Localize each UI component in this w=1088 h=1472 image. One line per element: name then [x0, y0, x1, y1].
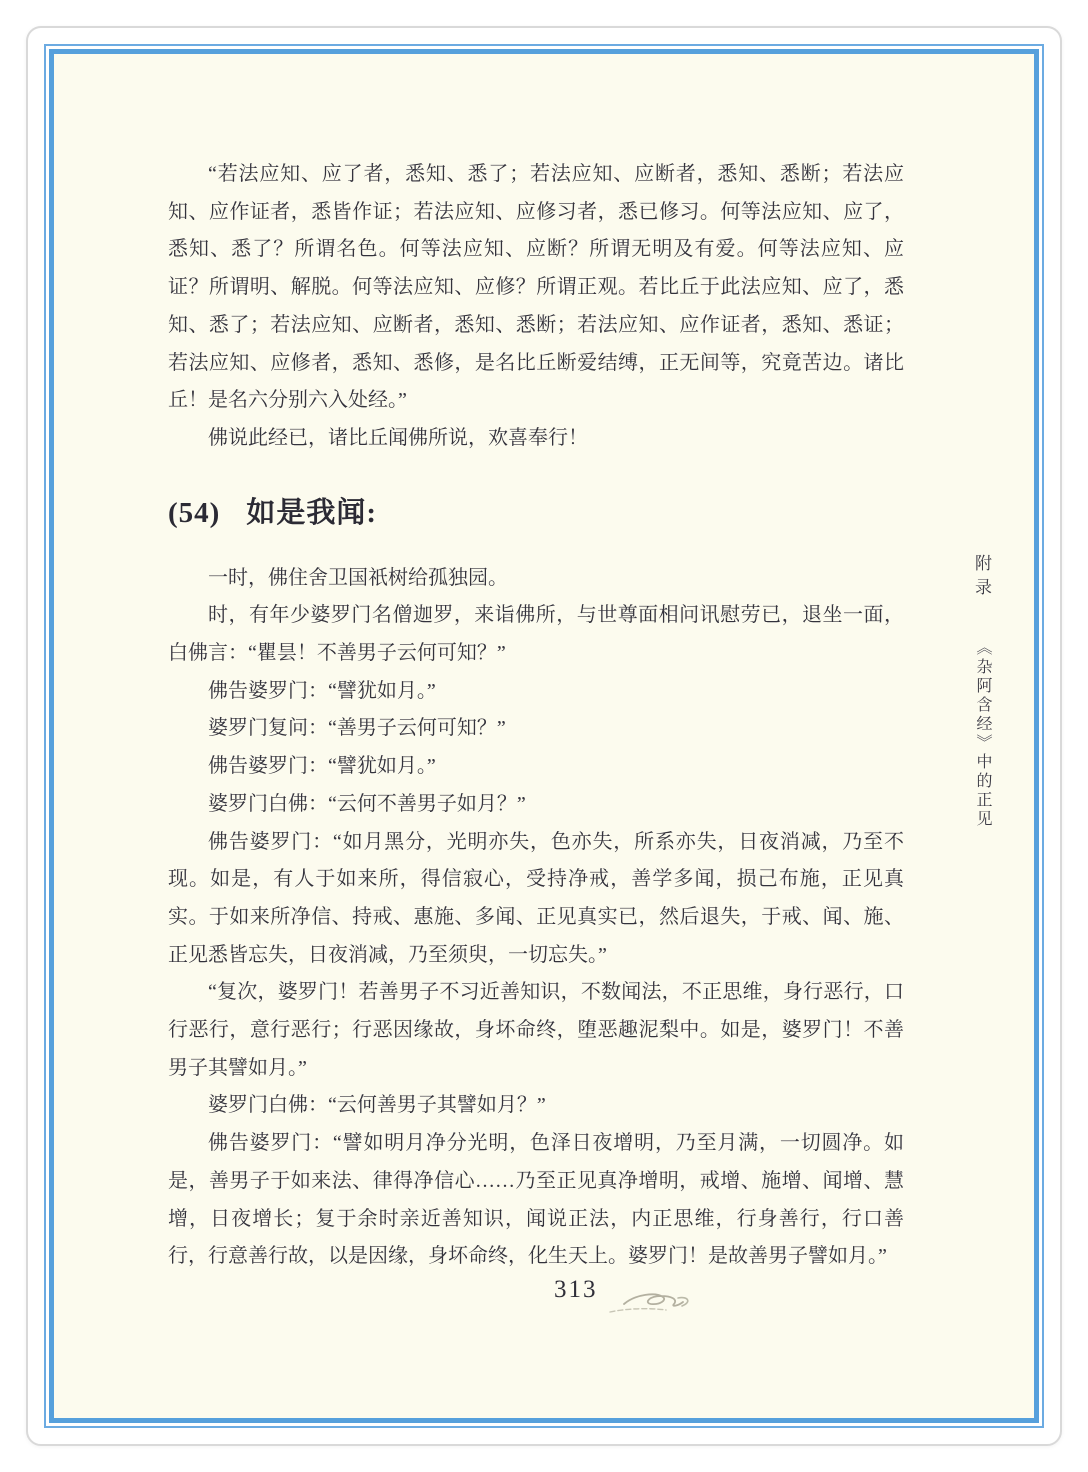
paragraph: 佛告婆罗门：“譬犹如月。”	[208, 679, 436, 702]
paragraph: 佛告婆罗门：“譬如明月净分光明，色泽日夜增明，乃至月满，一切圆净。如是，善男子于如来法、律得净信心……乃至正见真净增明，戒增、施增、闻增、慧增，日夜增长；复于余时亲近善知识，闻说正法，内正思维，行身善行，行口善行，行意善行故，以是因缘，身坏命终，化生天上。婆罗门！是故善男子譬如月。”	[168, 1132, 904, 1268]
sidebar-book-title-label: 《杂阿含经》中的正见	[974, 639, 991, 829]
paragraph: 婆罗门复问：“善男子云何可知？”	[208, 717, 506, 740]
post-section-paragraphs	[168, 560, 904, 1276]
page-number: 313	[554, 1276, 598, 1303]
paragraph: 婆罗门白佛：“云何不善男子如月？”	[208, 792, 526, 815]
sidebar-appendix-label: 附录	[972, 554, 991, 602]
paragraph: 婆罗门白佛：“云何善男子其譬如月？”	[208, 1094, 546, 1117]
flourish-icon	[608, 1286, 698, 1325]
section-title: 如是我闻:	[246, 496, 377, 529]
paragraph: 佛说此经已，诸比丘闻佛所说，欢喜奉行！	[208, 426, 588, 449]
section-number: (54)	[168, 496, 221, 529]
decorative-blue-frame	[44, 44, 1044, 1428]
paragraph: “复次，婆罗门！若善男子不习近善知识，不数闻法，不正思维，身行恶行，口行恶行，意行恶行；行恶因缘故，身坏命终，堕恶趣泥梨中。如是，婆罗门！不善男子其譬如月。”	[168, 981, 904, 1079]
paragraph: 佛告婆罗门：“譬犹如月。”	[208, 755, 436, 778]
main-text-block	[168, 156, 904, 1276]
paragraph: 时，有年少婆罗门名僧迦罗，来诣佛所，与世尊面相问讯慰劳已，退坐一面，白佛言：“瞿昙！不善男子云何可知？”	[168, 604, 904, 665]
page-card	[26, 26, 1062, 1446]
pre-section-paragraphs	[168, 156, 904, 458]
page-footer	[554, 1276, 698, 1325]
paragraph: “若法应知、应了者，悉知、悉了；若法应知、应断者，悉知、悉断；若法应知、应作证者，悉皆作证；若法应知、应修习者，悉已修习。何等法应知、应了，悉知、悉了？所谓名色。何等法应知、应断？所谓无明及有爱。何等法应知、应证？所谓明、解脱。何等法应知、应修？所谓正观。若比丘于此法应知、应了，悉知、悉了；若法应知、应断者，悉知、悉断；若法应知、应作证者，悉知、悉证；若法应知、应修者，悉知、悉修，是名比丘断爱结缚，正无间等，究竟苦边。诸比丘！是名六分别六入处经。”	[168, 163, 904, 412]
paragraph: 佛告婆罗门：“如月黑分，光明亦失，色亦失，所系亦失，日夜消减，乃至不现。如是，有人于如来所，得信寂心，受持净戒，善学多闻，损己布施，正见真实。于如来所净信、持戒、惠施、多闻、正见真实已，然后退失，于戒、闻、施、正见悉皆忘失，日夜消减，乃至须臾，一切忘失。”	[168, 830, 904, 966]
paragraph: 一时，佛住舍卫国祇树给孤独园。	[208, 566, 508, 589]
section-heading	[168, 492, 904, 534]
page-paper	[49, 49, 1039, 1423]
